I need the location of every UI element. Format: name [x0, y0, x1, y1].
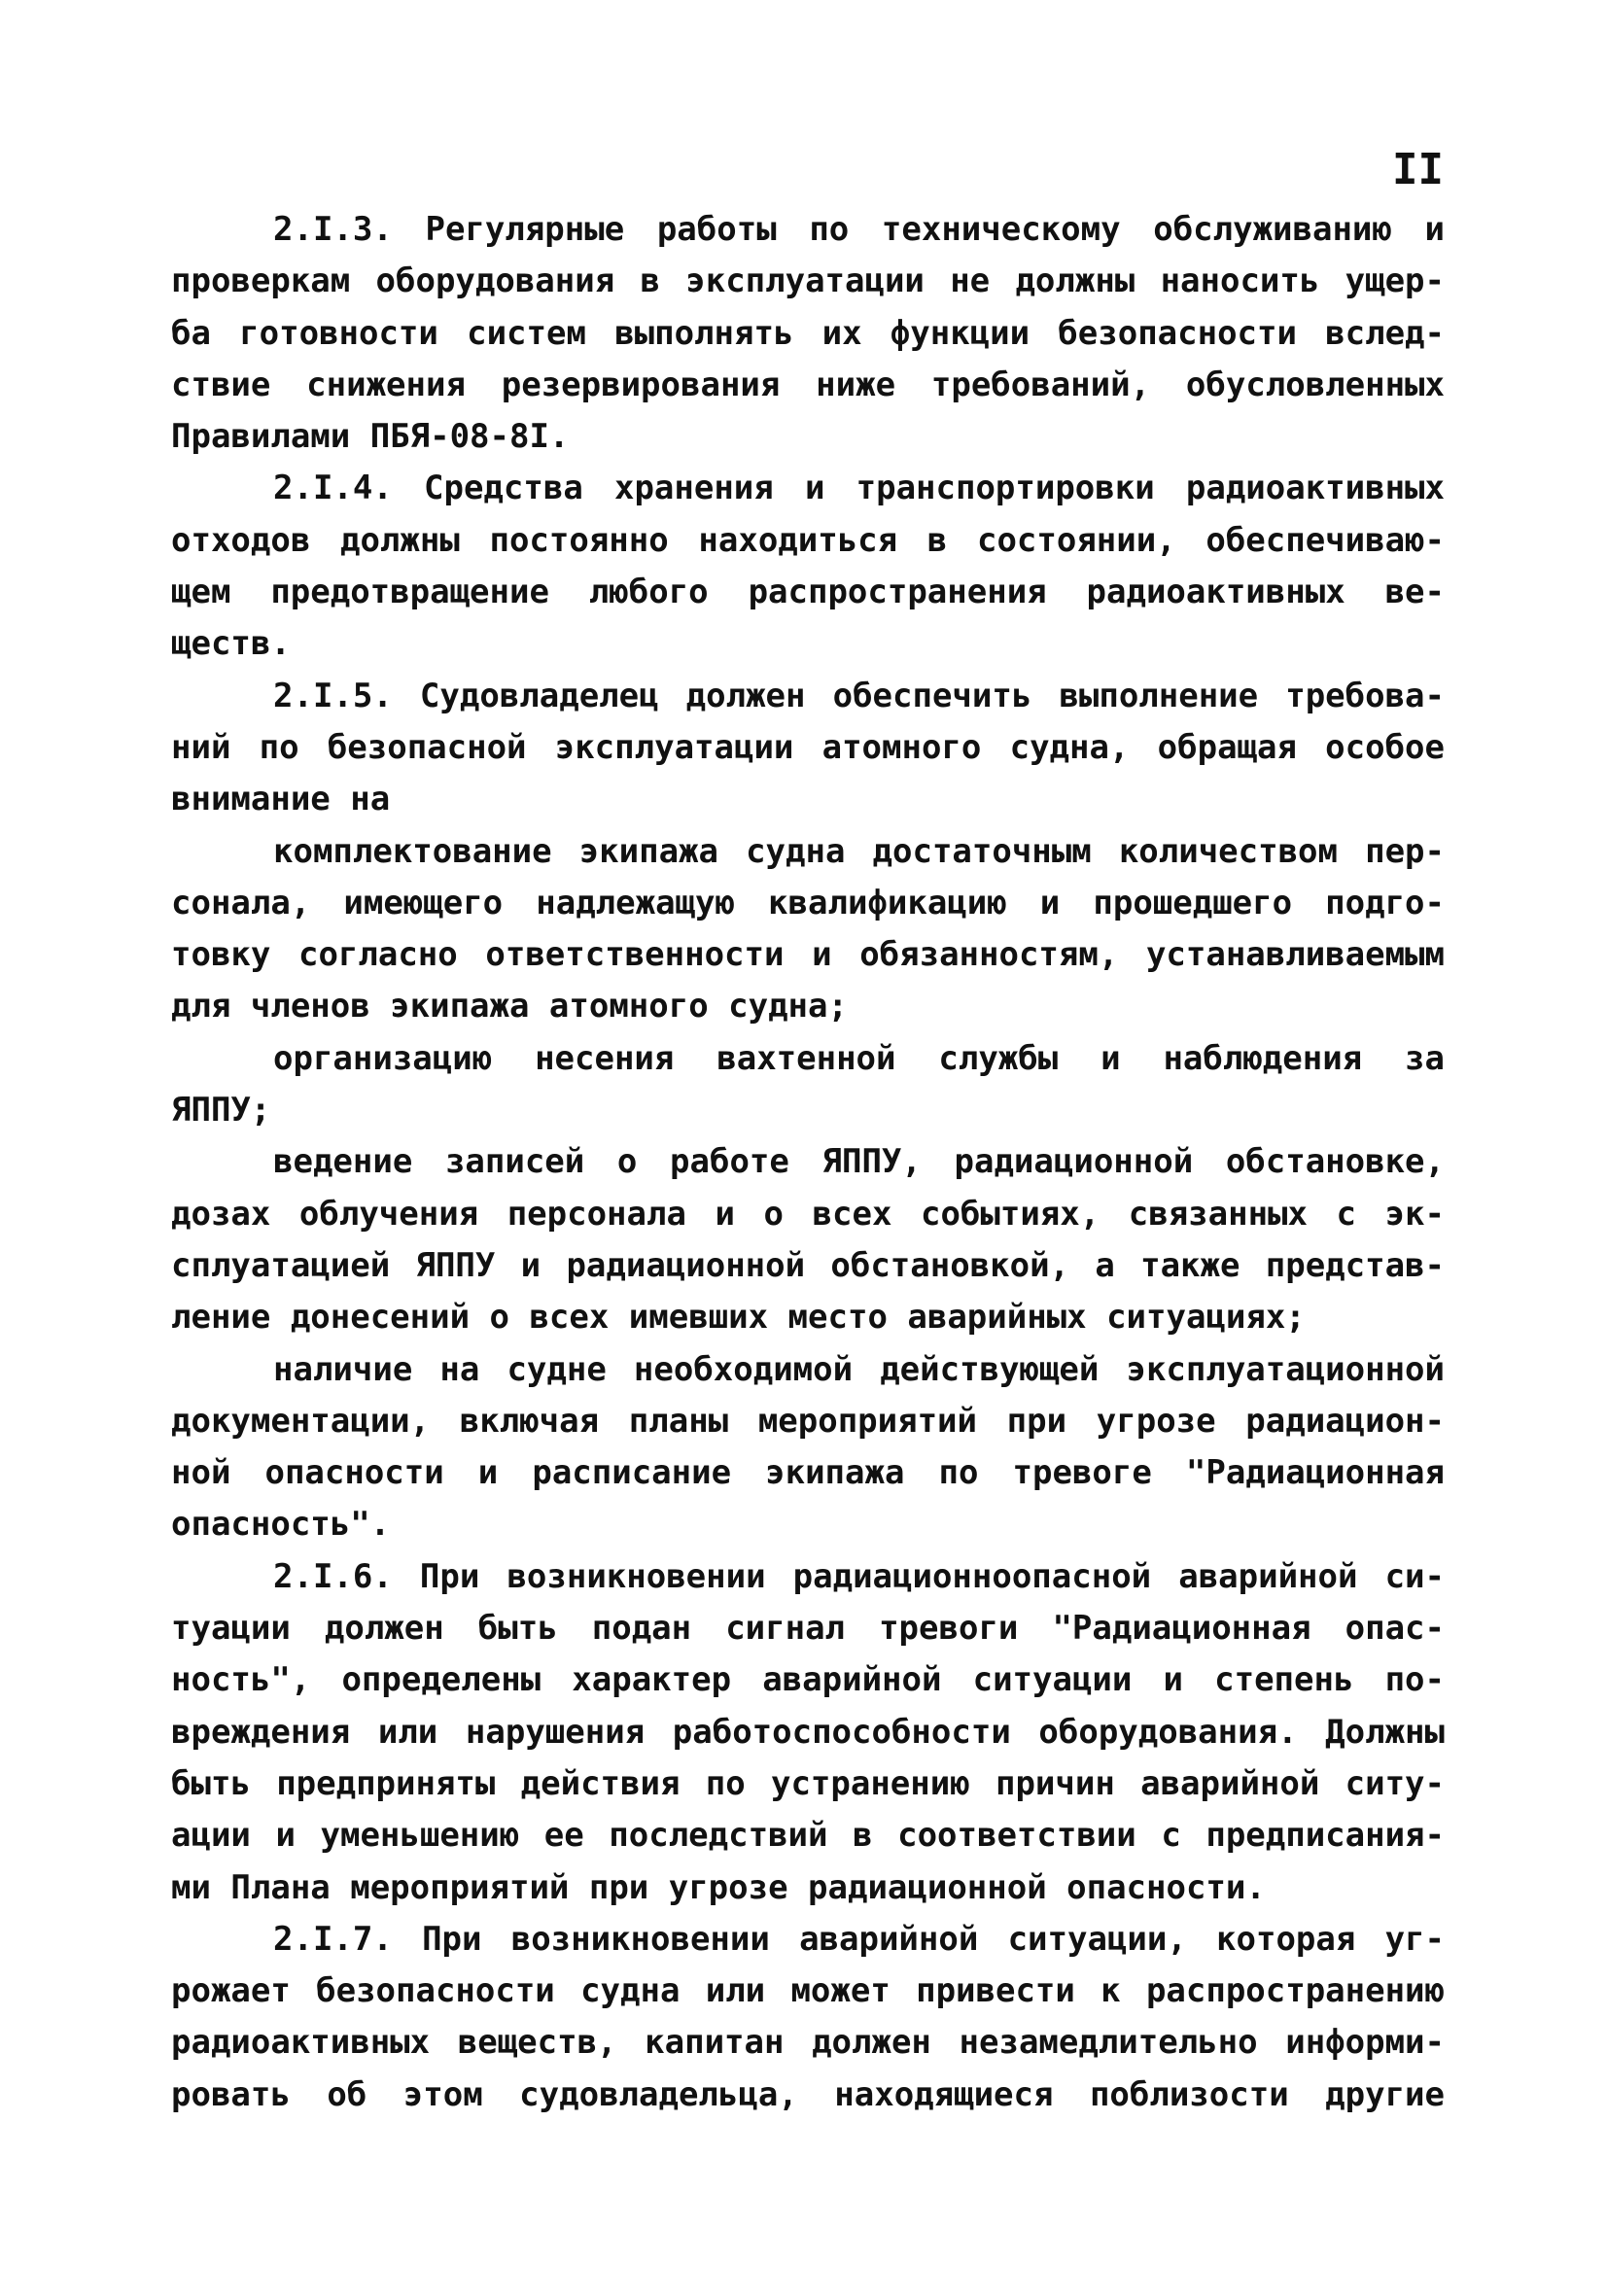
text-line: ми Плана мероприятий при угрозе радиационной опасности.	[171, 1867, 1266, 1907]
text-line: щем предотвращение любого распространения радиоактивных ве-	[171, 573, 1445, 612]
text-line: быть предприняты действия по устранению причин аварийной ситу-	[171, 1763, 1445, 1803]
text-line: организацию несения вахтенной службы и наблюдения за	[273, 1038, 1445, 1078]
text-line: 2.I.3. Регулярные работы по техническому обслуживанию и	[273, 210, 1445, 249]
text-line: внимание на	[171, 780, 391, 819]
paragraph-p215c	[171, 1136, 1445, 1343]
text-line: туации должен быть подан сигнал тревоги "Радиационная опас-	[171, 1609, 1445, 1649]
text-line: ность", определены характер аварийной ситуации и степень по-	[171, 1660, 1445, 1700]
text-line: ствие снижения резервирования ниже требований, обусловленных	[171, 365, 1445, 404]
body-text	[171, 204, 1445, 2121]
text-line: документации, включая планы мероприятий при угрозе радиацион-	[171, 1401, 1445, 1441]
text-line: товку согласно ответственности и обязанностям, устанавливаемым	[171, 935, 1445, 975]
text-line: ба готовности систем выполнять их функции безопасности вслед-	[171, 313, 1445, 353]
text-line: 2.I.5. Судовладелец должен обеспечить выполнение требова-	[273, 676, 1445, 715]
paragraph-p215a	[171, 826, 1445, 1033]
page-number: II	[1392, 145, 1444, 194]
paragraph-p213	[171, 204, 1445, 463]
text-line: ровать об этом судовладельца, находящиеся поблизости другие	[171, 2074, 1445, 2114]
text-line: проверкам оборудования в эксплуатации не должны наносить ущер-	[171, 261, 1445, 301]
text-line: вреждения или нарушения работоспособности оборудования. Должны	[171, 1712, 1445, 1752]
text-line: наличие на судне необходимой действующей эксплуатационной	[273, 1349, 1445, 1389]
paragraph-p215d	[171, 1344, 1445, 1551]
paragraph-p215	[171, 671, 1445, 826]
paragraph-p217	[171, 1914, 1445, 2121]
text-line: ществ.	[171, 624, 291, 664]
paragraph-p215b	[171, 1033, 1445, 1137]
text-line: ЯППУ;	[171, 1091, 271, 1131]
text-line: ление донесений о всех имевших место аварийных ситуациях;	[171, 1298, 1306, 1338]
text-line: ведение записей о работе ЯППУ, радиационной обстановке,	[273, 1142, 1445, 1182]
text-line: комплектование экипажа судна достаточным количеством пер-	[273, 831, 1445, 871]
text-line: ной опасности и расписание экипажа по тревоге "Радиационная	[171, 1453, 1445, 1493]
text-line: дозах облучения персонала и о всех событиях, связанных с эк-	[171, 1194, 1445, 1234]
text-line: опасность".	[171, 1505, 391, 1545]
text-line: отходов должны постоянно находиться в состоянии, обеспечиваю-	[171, 520, 1445, 560]
text-line: сплуатацией ЯППУ и радиационной обстановкой, а также представ-	[171, 1245, 1445, 1285]
text-line: ний по безопасной эксплуатации атомного судна, обращая особое	[171, 727, 1445, 767]
text-line: радиоактивных веществ, капитан должен незамедлительно информи-	[171, 2023, 1445, 2063]
text-line: сонала, имеющего надлежащую квалификацию и прошедшего подго-	[171, 883, 1445, 922]
text-line: рожает безопасности судна или может привести к распространению	[171, 1971, 1445, 2011]
text-line: Правилами ПБЯ-08-8I.	[171, 417, 570, 457]
paragraph-p216	[171, 1551, 1445, 1914]
text-line: 2.I.4. Средства хранения и транспортировки радиоактивных	[273, 469, 1445, 508]
text-line: 2.I.6. При возникновении радиационноопасной аварийной си-	[273, 1556, 1445, 1596]
text-line: ации и уменьшению ее последствий в соответствии с предписания-	[171, 1816, 1445, 1856]
text-line: для членов экипажа атомного судна;	[171, 987, 848, 1026]
text-line: 2.I.7. При возникновении аварийной ситуации, которая уг-	[273, 1919, 1445, 1959]
paragraph-p214	[171, 463, 1445, 670]
